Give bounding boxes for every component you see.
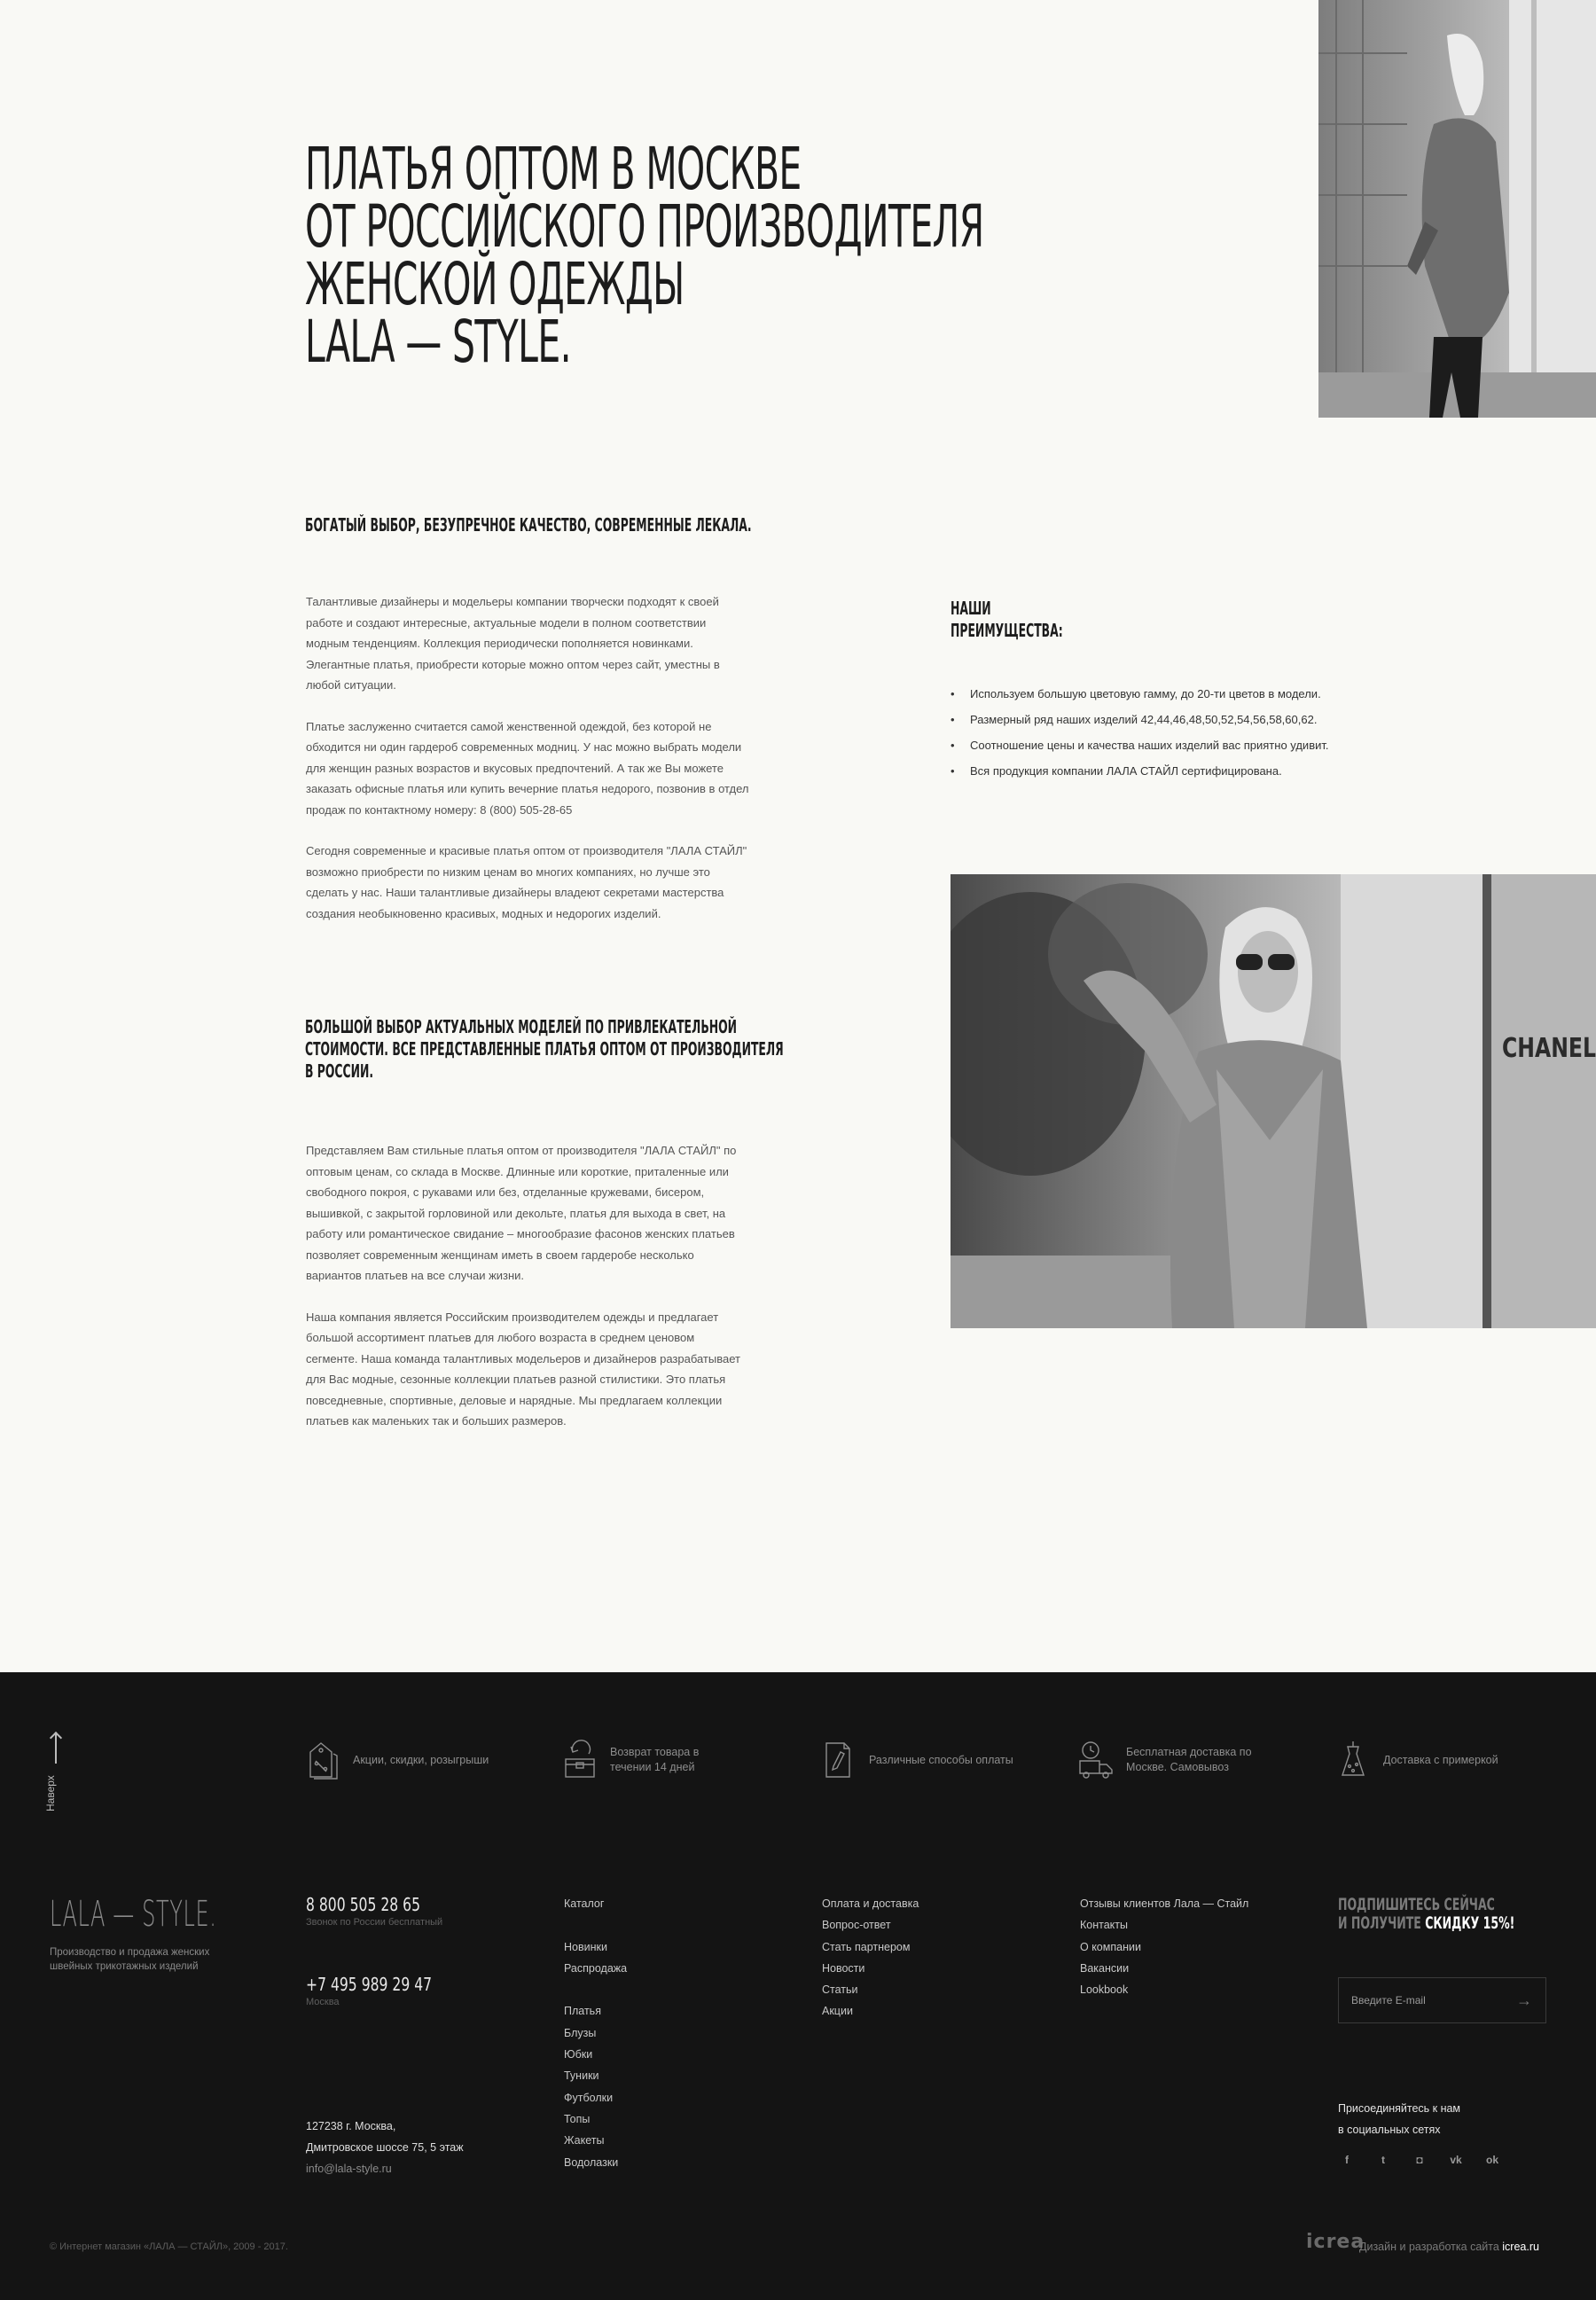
paragraph: Представляем Вам стильные платья оптом от производителя "ЛАЛА СТАЙЛ" по оптовым ценам, со склада в Москве. Длинные или короткие, приталенные или свободного покроя, с рукавами или без, отделанные кружевами, бисером, вышивкой, с закрытой горловиной или декольте, платья для выхода в свет, на работу или романтическое свидание – многообразие фасонов женских платьев позволяет современным женщинам иметь в своем гардеробе несколько вариантов платьев на все случаи жизни. <box>306 1144 737 1282</box>
advantages-title <box>951 598 1063 642</box>
address-line: Дмитровское шоссе 75, 5 этаж <box>306 2141 464 2154</box>
page-title-line: ЖЕНСКОЙ ОДЕЖДЫ <box>305 250 685 318</box>
menu-item[interactable]: Новости <box>822 1961 865 1975</box>
paragraph: Наша компания является Российским производителем одежды и предлагает большой ассортимент платьев для любого возраста в среднем ценовом сегменте. Наша команда талантливых модельеров и дизайнеров разрабатывает для Вас модные, сезонные коллекции платьев разной стилистики. Это платья повседневные, спортивные, деловые и нарядные. Мы предлагаем коллекции платьев как маленьких так и больших размеров. <box>306 1310 740 1428</box>
subscribe-title <box>1338 1896 1514 1933</box>
phone-moscow[interactable]: +7 495 989 29 47 <box>306 1974 433 1995</box>
section-heading-line: В РОССИИ. <box>305 1060 374 1082</box>
paragraph: Талантливые дизайнеры и модельеры компании творчески подходят к своей работе и создают интересные, актуальные модели в полном соответствии модным тенденциям. Коллекция периодически пополняется новинками. Элегантные платья, приобрести которые можно оптом через сайт, уместны в любой ситуации. <box>306 595 720 692</box>
list-item: • Соотношение цены и качества наших изделий вас приятно удивит. <box>951 732 1329 758</box>
menu-item[interactable]: Блузы <box>564 2026 597 2039</box>
feature-text: Бесплатная доставка по Москве. Самовывоз <box>1126 1746 1252 1773</box>
list-item: • Размерный ряд наших изделий 42,44,46,48,50,52,54,56,58,60,62. <box>951 707 1329 732</box>
menu-item[interactable]: Стать партнером <box>822 1940 911 1953</box>
advantages-list <box>951 681 1329 784</box>
model-photo <box>951 874 1596 1328</box>
storefront-sign-text: CHANEL <box>1502 1033 1596 1064</box>
section-heading <box>305 1016 784 1083</box>
advantages-title-line: НАШИ <box>951 598 991 619</box>
section-text <box>306 591 749 944</box>
return-box-icon <box>562 1740 598 1780</box>
menu-item[interactable]: Оплата и доставка <box>822 1897 919 1910</box>
vk-icon[interactable]: vk <box>1450 2154 1462 2166</box>
list-item: • Используем большую цветовую гамму, до 20-ти цветов в модели. <box>951 681 1329 707</box>
payment-document-icon <box>821 1740 857 1780</box>
menu-item[interactable]: Lookbook <box>1080 1983 1129 1997</box>
discount-tag-icon <box>305 1740 340 1780</box>
social-title-line: Присоединяйтесь к нам <box>1338 2102 1461 2115</box>
feature-delivery <box>1078 1740 1291 1780</box>
arrow-up-icon <box>55 1733 57 1764</box>
section-heading-line: БОЛЬШОЙ ВЫБОР АКТУАЛЬНЫХ МОДЕЛЕЙ ПО ПРИВЛЕКАТЕЛЬНОЙ <box>305 1016 738 1037</box>
phone-free[interactable]: 8 800 505 28 65 <box>306 1894 421 1915</box>
menu-item[interactable]: Новинки <box>564 1940 607 1953</box>
feature-payment <box>821 1740 1034 1780</box>
feature-text: Возврат товара в течении 14 дней <box>610 1746 700 1773</box>
menu-item[interactable]: Платья <box>564 2005 601 2018</box>
subscribe-title-line <box>1338 1914 1514 1933</box>
footer-menu-catalog <box>564 1893 627 2173</box>
email-link[interactable]: info@lala-style.ru <box>306 2163 392 2175</box>
menu-item[interactable]: Акции <box>822 2005 853 2018</box>
dress-hanger-icon <box>1335 1740 1371 1780</box>
advantages-title-line: ПРЕИМУЩЕСТВА: <box>951 620 1063 641</box>
menu-spacer <box>564 1914 627 1936</box>
odnoklassniki-icon[interactable]: ok <box>1485 2154 1498 2166</box>
delivery-truck-icon <box>1078 1740 1114 1780</box>
paragraph: Платье заслуженно считается самой женственной одеждой, без которой не обходится ни один гардероб современных модниц. У нас можно выбрать модели для женщин разных возрастов и вкусовых предпочтений. А так же Вы можете заказать офисные платья или купить вечерние платья недорого, позвонив в отдел продаж по контактному номеру: 8 (800) 505-28-65 <box>306 719 749 817</box>
subscribe-title-text: И ПОЛУЧИТЕ <box>1338 1913 1426 1933</box>
address <box>306 2116 464 2179</box>
copyright: © Интернет магазин «ЛАЛА — СТАЙЛ», 2009 - 2017. <box>50 2241 288 2252</box>
section-heading: БОГАТЫЙ ВЫБОР, БЕЗУПРЕЧНОЕ КАЧЕСТВО, СОВРЕМЕННЫЕ ЛЕКАЛА. <box>305 514 752 536</box>
phone-free-note: Звонок по России бесплатный <box>306 1917 443 1928</box>
developer-logo[interactable]: icrea <box>1306 2231 1365 2253</box>
menu-item[interactable]: Распродажа <box>564 1961 628 1975</box>
feature-text: Различные способы оплаты <box>869 1753 1013 1766</box>
section-text <box>306 1140 749 1452</box>
menu-item[interactable]: Туники <box>564 2069 599 2083</box>
social-title-line: в социальных сетях <box>1338 2124 1441 2136</box>
feature-text: Доставка с примеркой <box>1383 1753 1498 1766</box>
menu-item[interactable]: Каталог <box>564 1897 605 1910</box>
developer-link[interactable]: icrea.ru <box>1502 2241 1539 2253</box>
scroll-to-top-button[interactable] <box>44 1733 71 1813</box>
scroll-to-top-label: Наверх <box>44 1775 57 1811</box>
instagram-icon[interactable]: ◘ <box>1416 2154 1423 2166</box>
footer-logo[interactable]: LALA — STYLE. <box>50 1894 217 1935</box>
social-links <box>1338 2151 1520 2169</box>
menu-item[interactable]: Контакты <box>1080 1919 1128 1932</box>
social-title <box>1338 2098 1460 2140</box>
page-title <box>305 135 984 376</box>
footer-menu-company <box>1080 1893 1248 2000</box>
address-line: 127238 г. Москва, <box>306 2120 396 2132</box>
page-title-line: LALA — STYLE. <box>305 308 571 376</box>
arrow-right-icon[interactable]: → <box>1516 1991 1532 2009</box>
feature-text: Акции, скидки, розыгрыши <box>353 1753 489 1766</box>
subscribe-form <box>1338 1977 1546 2023</box>
footer-logo-description: Производство и продажа женских швейных трикотажных изделий <box>50 1947 210 1972</box>
subscribe-title-line: ПОДПИШИТЕСЬ СЕЙЧАС <box>1338 1895 1495 1914</box>
feature-returns <box>562 1740 757 1780</box>
menu-item[interactable]: Вопрос-ответ <box>822 1919 891 1932</box>
menu-spacer <box>564 1979 627 2000</box>
menu-item[interactable]: Юбки <box>564 2048 593 2061</box>
page-title-line: ПЛАТЬЯ ОПТОМ В МОСКВЕ <box>305 135 802 203</box>
developer-credit-text: Дизайн и разработка сайта <box>1359 2241 1503 2253</box>
developer-credit <box>1359 2241 1539 2253</box>
menu-item[interactable]: Водолазки <box>564 2155 619 2169</box>
menu-item[interactable]: О компании <box>1080 1940 1141 1953</box>
paragraph: Сегодня современные и красивые платья оптом от производителя "ЛАЛА СТАЙЛ" возможно приобрести по низким ценам во многих компаниях, но лучше это сделать у нас. Наши талантливые дизайнеры владеют секретами мастерства создания необыкновенно красивых, модных и недорогих изделий. <box>306 844 747 920</box>
footer-menu-info <box>822 1893 919 2022</box>
menu-item[interactable]: Жакеты <box>564 2134 605 2147</box>
menu-item[interactable]: Отзывы клиентов Лала — Стайл <box>1080 1897 1249 1910</box>
facebook-icon[interactable]: f <box>1345 2154 1349 2166</box>
hero-photo <box>1318 0 1596 418</box>
email-input[interactable] <box>1351 1994 1515 2007</box>
twitter-icon[interactable]: t <box>1381 2154 1385 2166</box>
section-heading-line: СТОИМОСТИ. ВСЕ ПРЕДСТАВЛЕННЫЕ ПЛАТЬЯ ОПТОМ ОТ ПРОИЗВОДИТЕЛЯ <box>305 1038 784 1060</box>
menu-item[interactable]: Статьи <box>822 1983 858 1997</box>
menu-item[interactable]: Футболки <box>564 2091 614 2104</box>
page-title-line: ОТ РОССИЙСКОГО ПРОИЗВОДИТЕЛЯ <box>305 192 984 261</box>
feature-fitting <box>1335 1740 1548 1780</box>
phone-moscow-note: Москва <box>306 1997 340 2007</box>
menu-item[interactable]: Вакансии <box>1080 1961 1130 1975</box>
menu-item[interactable]: Топы <box>564 2112 591 2125</box>
list-item: • Вся продукция компании ЛАЛА СТАЙЛ сертифицирована. <box>951 758 1329 784</box>
discount-highlight: СКИДКУ 15%! <box>1425 1913 1515 1933</box>
feature-promotions <box>305 1740 518 1780</box>
